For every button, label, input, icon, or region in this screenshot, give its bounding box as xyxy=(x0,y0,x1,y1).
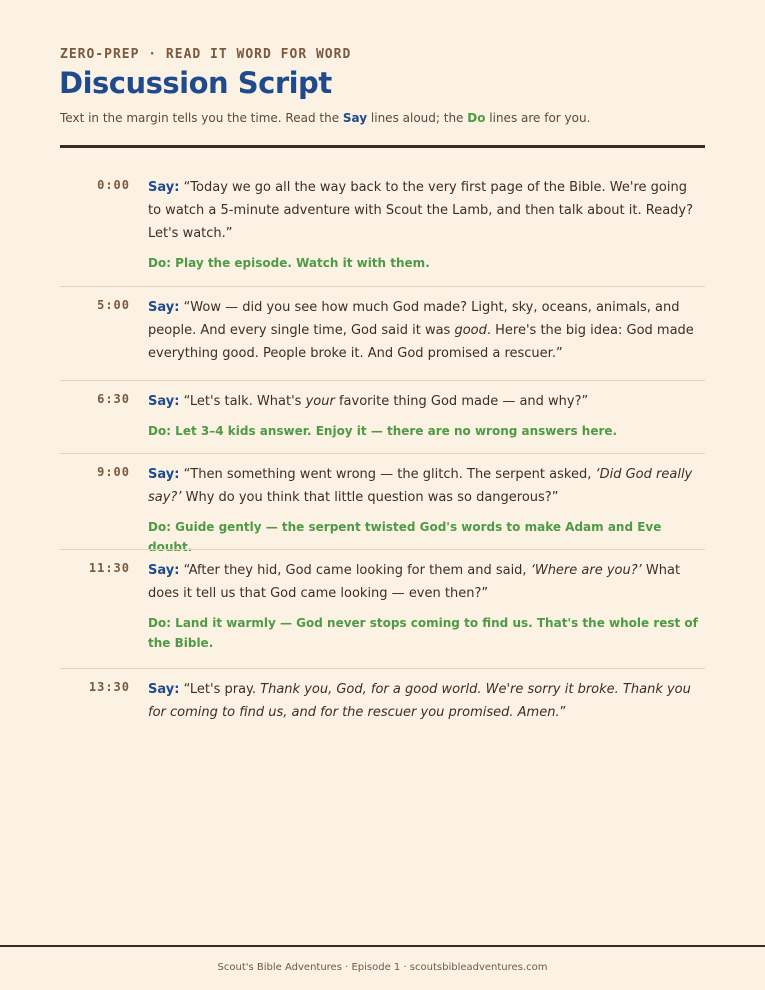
script-row xyxy=(60,668,705,748)
intro-do-word: Do xyxy=(467,111,486,125)
time-marker: 0:00 xyxy=(97,178,130,192)
say-label: Say: xyxy=(148,300,180,315)
script-row-body xyxy=(148,678,700,724)
intro-text-middle: lines aloud; the xyxy=(367,111,468,125)
say-text-emphasis: your xyxy=(305,394,335,409)
say-label: Say: xyxy=(148,682,180,697)
say-text: “Let's pray. xyxy=(183,682,261,697)
do-line: Do: Land it warmly — God never stops coming to find us. That's the whole rest of the Bible. xyxy=(148,616,698,650)
script-list xyxy=(60,148,705,748)
say-text: “After they hid, God came looking for them and said, xyxy=(183,563,531,578)
say-text-emphasis: ‘Where are you?’ xyxy=(530,563,642,578)
say-text: “Wow — did you see how much God made? Light, sky, oceans, animals, and people. And every single time, God said it was xyxy=(148,300,680,338)
kicker-label: ZERO-PREP · READ IT WORD FOR WORD xyxy=(60,47,352,62)
intro-text-start: Text in the margin tells you the time. Read the xyxy=(60,111,343,125)
footer-divider xyxy=(0,945,765,947)
script-row-body xyxy=(148,463,700,557)
script-row xyxy=(60,549,705,668)
say-text-emphasis: ‘Did God really say?’ xyxy=(148,467,693,505)
script-row xyxy=(60,453,705,554)
time-marker: 6:30 xyxy=(97,392,130,406)
script-row-body xyxy=(148,559,700,653)
say-line xyxy=(148,296,700,365)
say-text: “Today we go all the way back to the very first page of the Bible. We're going to watch a 5-minute adventure with Scout the Lamb, and then talk about it. Ready? Let's watch.” xyxy=(148,180,694,241)
footer-text: Scout's Bible Adventures · Episode 1 · scoutsbibleadventures.com xyxy=(217,962,548,973)
say-text-emphasis: good xyxy=(454,323,487,338)
script-row xyxy=(60,286,705,380)
say-line xyxy=(148,176,700,245)
script-row-body xyxy=(148,296,700,365)
say-label: Say: xyxy=(148,180,180,195)
script-row-body xyxy=(148,390,700,441)
say-text: Why do you think that little question was so dangerous?” xyxy=(181,490,559,505)
intro-text xyxy=(60,111,590,125)
do-line: Do: Play the episode. Watch it with them. xyxy=(148,256,430,270)
say-line xyxy=(148,559,700,605)
intro-text-end: lines are for you. xyxy=(485,111,591,125)
say-line xyxy=(148,390,700,413)
say-label: Say: xyxy=(148,467,180,482)
script-row-body xyxy=(148,176,700,273)
time-marker: 5:00 xyxy=(97,298,130,312)
say-label: Say: xyxy=(148,563,180,578)
say-line xyxy=(148,463,700,509)
do-line: Do: Guide gently — the serpent twisted God's words to make Adam and Eve doubt. xyxy=(148,520,662,554)
say-label: Say: xyxy=(148,394,180,409)
say-text: What does it tell us that God came looking — even then?” xyxy=(148,563,681,601)
say-text-emphasis: Thank you, God, for a good world. We're sorry it broke. Thank you for coming to find us, and for the rescuer you promised. Amen. xyxy=(148,682,691,720)
script-row xyxy=(60,148,705,286)
say-text: . Here's the big idea: God made everything good. People broke it. And God promised a rescuer.” xyxy=(148,323,694,361)
do-line: Do: Let 3–4 kids answer. Enjoy it — there are no wrong answers here. xyxy=(148,424,618,438)
say-line xyxy=(148,678,700,724)
say-text: “Let's talk. What's xyxy=(183,394,306,409)
say-text: favorite thing God made — and why?” xyxy=(334,394,589,409)
intro-say-word: Say xyxy=(342,111,368,125)
say-text: ” xyxy=(559,705,567,720)
time-marker: 11:30 xyxy=(88,561,130,575)
script-row xyxy=(60,380,705,453)
time-marker: 9:00 xyxy=(97,465,130,479)
time-marker: 13:30 xyxy=(88,680,130,694)
page-title: Discussion Script xyxy=(59,66,332,100)
say-text: “Then something went wrong — the glitch. The serpent asked, xyxy=(183,467,596,482)
